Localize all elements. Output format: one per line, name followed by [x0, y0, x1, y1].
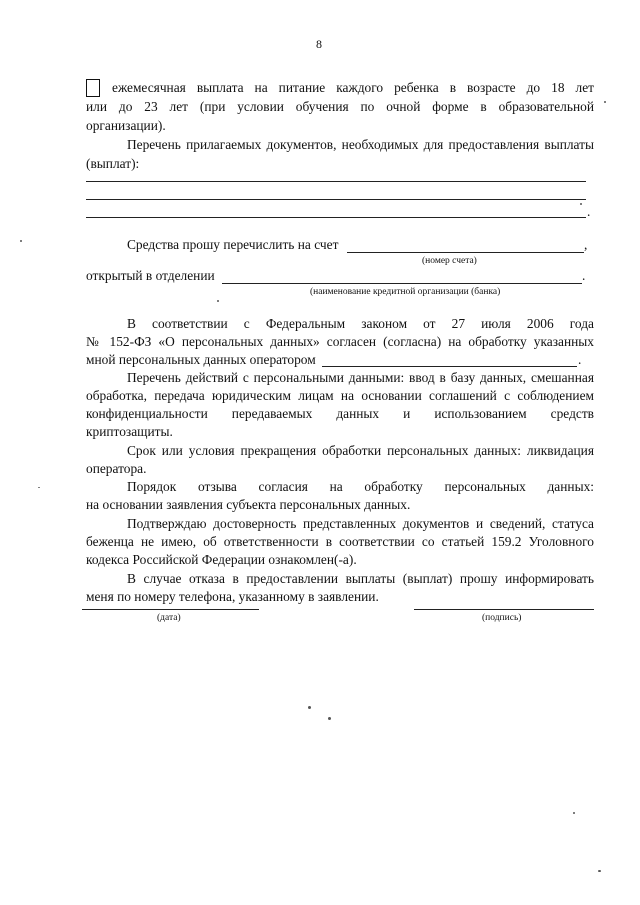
account-comma: , [584, 237, 588, 252]
scan-speck [580, 203, 582, 205]
branch-label: открытый в отделении [86, 268, 215, 283]
consent-p6-line-1: В случае отказа в предоставлении выплаты (выплат) прошу информировать [127, 571, 594, 586]
scan-speck [217, 300, 219, 302]
signature-field[interactable] [414, 609, 594, 610]
option-text-line-1: ежемесячная выплата на питание каждого ребенка в возрасте до 18 лет [112, 80, 594, 95]
consent-p2-line-3: конфиденциальности передаваемых данных и использованием средств [86, 406, 594, 421]
bank-name-caption: (наименование кредитной организации (банка) [310, 287, 501, 297]
operator-period: . [578, 352, 582, 367]
consent-p5-line-3: кодекса Российской Федерации ознакомлен(-а). [86, 552, 357, 567]
consent-p1-line-2: № 152-ФЗ «О персональных данных» согласен (согласна) на обработку указанных [86, 334, 594, 349]
documents-field-line-2[interactable] [86, 199, 586, 200]
option-text-line-3: организации). [86, 118, 166, 133]
documents-field-line-1[interactable] [86, 181, 586, 182]
consent-p6-line-2: меня по номеру телефона, указанному в заявлении. [86, 589, 379, 604]
operator-field[interactable] [322, 366, 577, 367]
account-number-caption: (номер счета) [422, 256, 477, 266]
branch-period: . [582, 268, 586, 283]
scan-speck [20, 240, 22, 242]
scan-speck [598, 870, 601, 872]
consent-p1-line-1: В соответствии с Федеральным законом от 27 июля 2006 года [127, 316, 594, 331]
consent-p4-line-2: на основании заявления субъекта персональных данных. [86, 497, 411, 512]
page-number: 8 [316, 37, 322, 51]
date-caption: (дата) [157, 613, 181, 623]
documents-field-line-3[interactable] [86, 217, 586, 218]
option-checkbox[interactable] [86, 79, 100, 97]
consent-p5-line-2: беженца не имею, об ответственности в соответствии со статьей 159.2 Уголовного [86, 534, 594, 549]
consent-p5-line-1: Подтверждаю достоверность представленных документов и сведений, статуса [127, 516, 594, 531]
documents-end-period: . [587, 204, 591, 219]
consent-p2-line-2: обработка, передача юридическим лицам на основании соглашений с соблюдением [86, 388, 594, 403]
scan-speck [573, 812, 575, 814]
date-field[interactable] [82, 609, 259, 610]
consent-p2-line-1: Перечень действий с персональными данными: ввод в базу данных, смешанная [127, 370, 594, 385]
bank-name-field[interactable] [222, 283, 582, 284]
scan-speck [308, 706, 311, 709]
scan-speck [38, 487, 40, 488]
account-label: Средства прошу перечислить на счет [127, 237, 339, 252]
consent-p3-line-1: Срок или условия прекращения обработки персональных данных: ликвидация [127, 443, 594, 458]
documents-heading-line-2: (выплат): [86, 156, 140, 171]
consent-p3-line-2: оператора. [86, 461, 147, 476]
option-text-line-2: или до 23 лет (при условии обучения по очной форме в образовательной [86, 99, 594, 114]
documents-heading-line-1: Перечень прилагаемых документов, необходимых для предоставления выплаты [127, 137, 594, 152]
signature-caption: (подпись) [482, 613, 522, 623]
scan-speck [604, 101, 606, 103]
consent-p2-line-4: криптозащиты. [86, 424, 173, 439]
scan-speck [328, 717, 331, 720]
consent-p4-line-1: Порядок отзыва согласия на обработку персональных данных: [127, 479, 594, 494]
account-number-field[interactable] [347, 252, 584, 253]
consent-p1-line-3: мной персональных данных оператором [86, 352, 316, 367]
